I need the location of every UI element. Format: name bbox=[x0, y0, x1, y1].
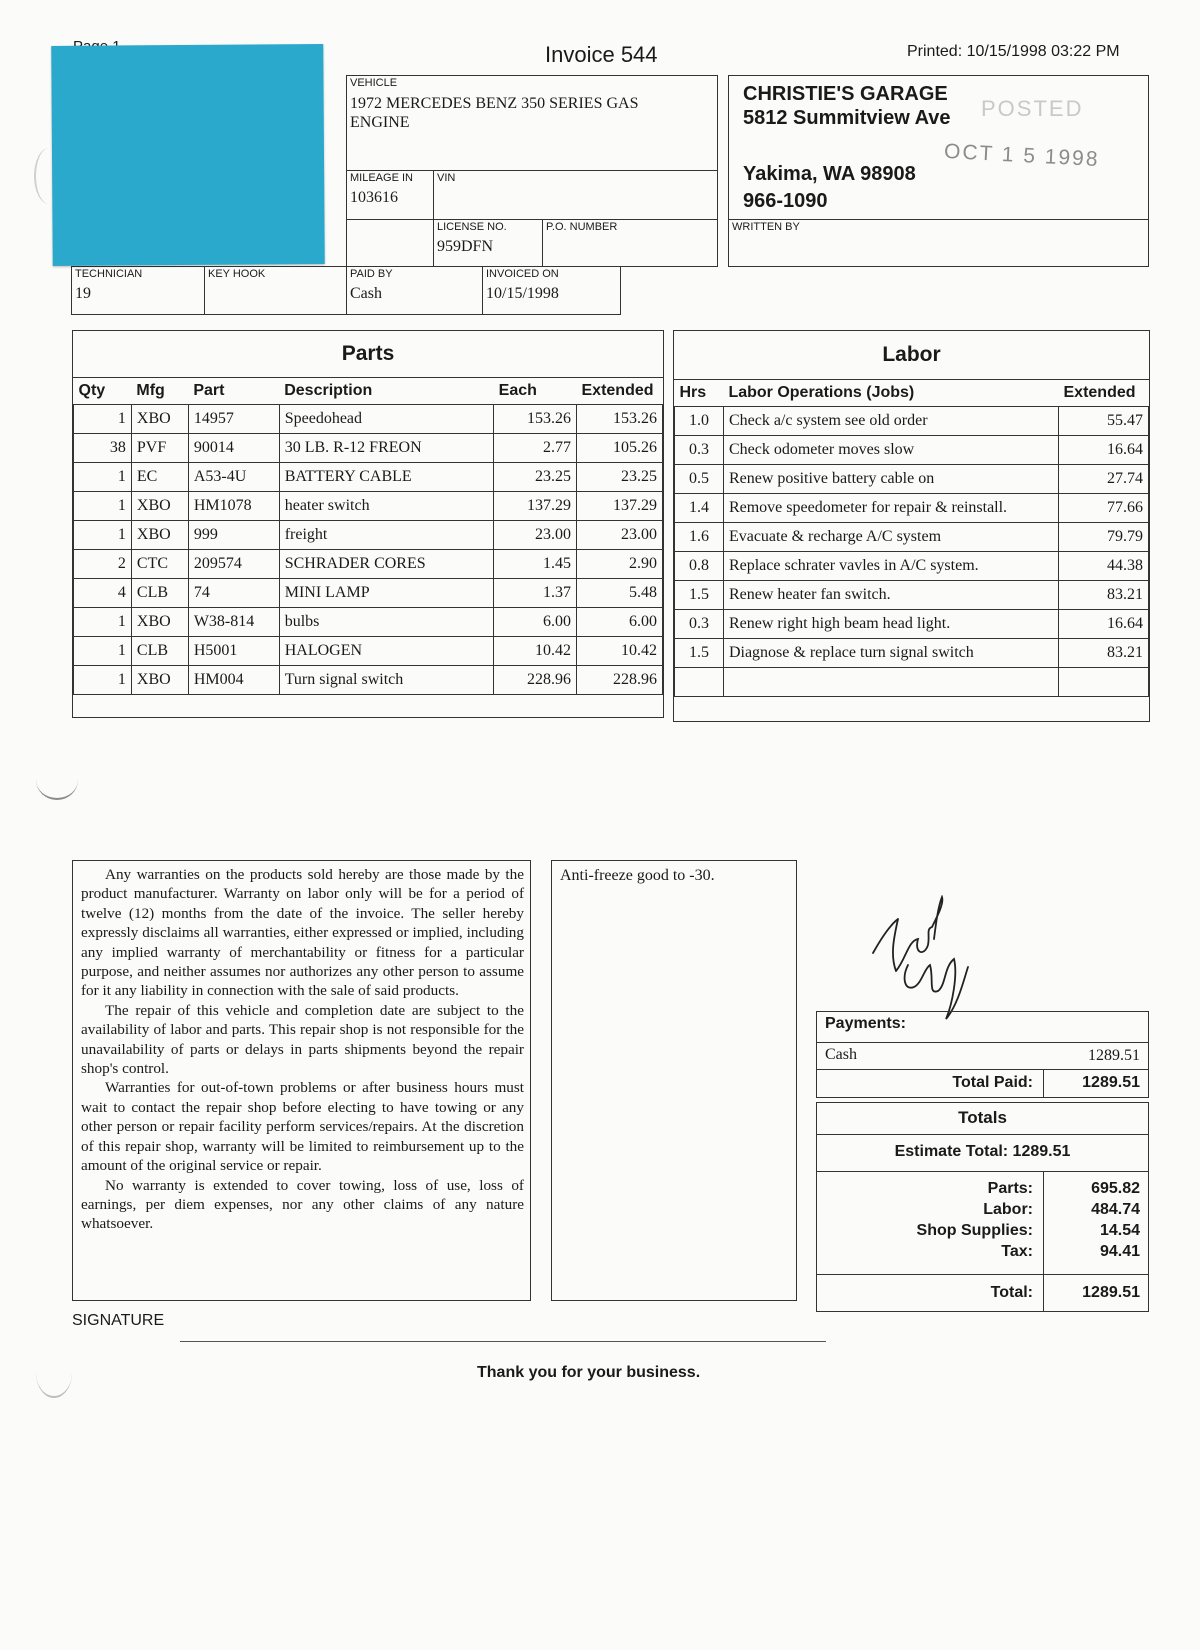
labor-row bbox=[675, 552, 1149, 581]
labor-cell-extended: 44.38 bbox=[1059, 552, 1149, 581]
warranty-paragraph-3: Warranties for out-of-town problems or after business hours must wait to contact the repair shop before electing to have towing or any other person or repair facility perform services/repairs. At the discretion of this repair shop, warranty will be limited to reimbursement up to the amount of the original service or repair. bbox=[81, 1079, 524, 1175]
parts-cell-qty: 1 bbox=[74, 608, 132, 637]
parts-cell-part: 999 bbox=[188, 521, 279, 550]
parts-cell-qty: 38 bbox=[74, 434, 132, 463]
payment-amount: 1289.51 bbox=[1088, 1047, 1140, 1064]
parts-cell-description: MINI LAMP bbox=[279, 579, 493, 608]
parts-cell-extended: 23.25 bbox=[577, 463, 663, 492]
parts-cell-description: freight bbox=[279, 521, 493, 550]
labor-cell-extended: 77.66 bbox=[1059, 494, 1149, 523]
labor-cell-extended: 16.64 bbox=[1059, 436, 1149, 465]
parts-cell-description: bulbs bbox=[279, 608, 493, 637]
total-paid-value: 1289.51 bbox=[1082, 1074, 1140, 1091]
parts-row bbox=[74, 666, 663, 695]
parts-cell-description: Turn signal switch bbox=[279, 666, 493, 695]
parts-cell-qty: 1 bbox=[74, 637, 132, 666]
parts-row bbox=[74, 579, 663, 608]
totals-box bbox=[816, 1102, 1149, 1312]
parts-row bbox=[74, 550, 663, 579]
labor-row bbox=[675, 581, 1149, 610]
supplies-label: Shop Supplies: bbox=[916, 1222, 1033, 1239]
license-box bbox=[433, 219, 543, 267]
invoice-title: Invoice 544 bbox=[545, 42, 658, 67]
parts-cell-description: BATTERY CABLE bbox=[279, 463, 493, 492]
labor-title: Labor bbox=[674, 331, 1149, 380]
labor-row bbox=[675, 639, 1149, 668]
parts-title: Parts bbox=[73, 331, 663, 378]
total-paid-label: Total Paid: bbox=[952, 1074, 1033, 1091]
labor-cell-extended bbox=[1059, 668, 1149, 697]
labor-cell-extended: 83.21 bbox=[1059, 639, 1149, 668]
parts-cell-description: 30 LB. R-12 FREON bbox=[279, 434, 493, 463]
vehicle-box bbox=[346, 75, 718, 171]
invoiced-label: INVOICED ON bbox=[486, 268, 559, 280]
parts-cell-extended: 23.00 bbox=[577, 521, 663, 550]
payments-box bbox=[816, 1011, 1149, 1098]
parts-cell-part: 209574 bbox=[188, 550, 279, 579]
parts-cell-extended: 6.00 bbox=[577, 608, 663, 637]
col-each: Each bbox=[494, 378, 577, 405]
totals-title: Totals bbox=[958, 1108, 1007, 1127]
parts-row bbox=[74, 637, 663, 666]
grand-total-value: 1289.51 bbox=[1082, 1284, 1140, 1301]
totals-divider-3 bbox=[817, 1274, 1148, 1275]
parts-cell-each: 23.25 bbox=[494, 463, 577, 492]
parts-row bbox=[74, 608, 663, 637]
parts-cell-description: Speedohead bbox=[279, 405, 493, 434]
technician-label: TECHNICIAN bbox=[75, 268, 143, 280]
labor-cell-hrs: 0.3 bbox=[675, 436, 724, 465]
parts-cell-qty: 1 bbox=[74, 492, 132, 521]
warranty-paragraph-4: No warranty is extended to cover towing, loss of use, loss of earnings, per diem expenses, nor any other claims of any nature whatsoever. bbox=[81, 1176, 524, 1233]
paidby-label: PAID BY bbox=[350, 268, 393, 280]
col-labor-extended: Extended bbox=[1059, 380, 1149, 407]
shop-box bbox=[728, 75, 1149, 220]
parts-cell-extended: 137.29 bbox=[577, 492, 663, 521]
labor-cell-hrs: 0.8 bbox=[675, 552, 724, 581]
parts-cell-mfg: CLB bbox=[131, 637, 188, 666]
labor-cell-operation: Check odometer moves slow bbox=[723, 436, 1058, 465]
parts-cell-mfg: XBO bbox=[131, 521, 188, 550]
labor-cell-extended: 55.47 bbox=[1059, 407, 1149, 436]
parts-cell-each: 137.29 bbox=[494, 492, 577, 521]
parts-cell-extended: 153.26 bbox=[577, 405, 663, 434]
tax-value: 94.41 bbox=[1099, 1243, 1140, 1260]
labor-cell-operation: Replace schrater vavles in A/C system. bbox=[723, 552, 1058, 581]
labor-panel bbox=[673, 330, 1150, 722]
labor-cell-hrs: 1.0 bbox=[675, 407, 724, 436]
labor-cell-operation: Evacuate & recharge A/C system bbox=[723, 523, 1058, 552]
parts-cell-part: H5001 bbox=[188, 637, 279, 666]
parts-row bbox=[74, 463, 663, 492]
parts-cell-each: 1.45 bbox=[494, 550, 577, 579]
parts-cell-mfg: EC bbox=[131, 463, 188, 492]
parts-cell-mfg: XBO bbox=[131, 608, 188, 637]
parts-cell-extended: 228.96 bbox=[577, 666, 663, 695]
total-paid-col-line bbox=[1043, 1069, 1044, 1097]
parts-table bbox=[73, 378, 663, 695]
po-box bbox=[542, 219, 718, 267]
parts-cell-each: 228.96 bbox=[494, 666, 577, 695]
labor-cell-extended: 83.21 bbox=[1059, 581, 1149, 610]
col-mfg: Mfg bbox=[131, 378, 188, 405]
parts-cell-mfg: XBO bbox=[131, 405, 188, 434]
notes-box bbox=[551, 860, 797, 1301]
parts-cell-each: 10.42 bbox=[494, 637, 577, 666]
payments-divider bbox=[817, 1042, 1148, 1043]
vin-box bbox=[433, 170, 718, 220]
payments-title: Payments: bbox=[825, 1015, 906, 1032]
parts-cell-each: 23.00 bbox=[494, 521, 577, 550]
mileage-label: MILEAGE IN bbox=[350, 172, 413, 184]
paidby-box bbox=[346, 266, 483, 315]
license-value: 959DFN bbox=[437, 238, 494, 255]
warranty-box bbox=[72, 860, 531, 1301]
parts-cell-qty: 1 bbox=[74, 405, 132, 434]
labor-cell-extended: 79.79 bbox=[1059, 523, 1149, 552]
labor-cell-hrs: 1.4 bbox=[675, 494, 724, 523]
labor-cell-hrs: 0.3 bbox=[675, 610, 724, 639]
parts-cell-description: HALOGEN bbox=[279, 637, 493, 666]
parts-panel bbox=[72, 330, 664, 718]
parts-cell-mfg: XBO bbox=[131, 666, 188, 695]
parts-cell-each: 2.77 bbox=[494, 434, 577, 463]
labor-cell-operation: Diagnose & replace turn signal switch bbox=[723, 639, 1058, 668]
tax-label: Tax: bbox=[1001, 1243, 1033, 1260]
parts-row bbox=[74, 492, 663, 521]
printed-date: Printed: 10/15/1998 03:22 PM bbox=[907, 43, 1120, 60]
parts-cell-mfg: CTC bbox=[131, 550, 188, 579]
labor-row bbox=[675, 668, 1149, 697]
punch-hole-1 bbox=[34, 148, 64, 204]
totals-divider-1 bbox=[817, 1134, 1148, 1135]
date-stamp: OCT 1 5 1998 bbox=[943, 139, 1101, 172]
parts-cell-description: heater switch bbox=[279, 492, 493, 521]
labor-cell-operation: Check a/c system see old order bbox=[723, 407, 1058, 436]
po-label: P.O. NUMBER bbox=[546, 221, 618, 233]
parts-total-label: Parts: bbox=[987, 1180, 1033, 1197]
labor-cell-operation: Renew right high beam head light. bbox=[723, 610, 1058, 639]
parts-total-value: 695.82 bbox=[1091, 1180, 1140, 1197]
parts-cell-qty: 1 bbox=[74, 521, 132, 550]
parts-cell-part: 74 bbox=[188, 579, 279, 608]
shop-name: CHRISTIE'S GARAGE bbox=[743, 83, 948, 105]
parts-cell-mfg: XBO bbox=[131, 492, 188, 521]
col-description: Description bbox=[279, 378, 493, 405]
parts-cell-qty: 1 bbox=[74, 666, 132, 695]
blank-box bbox=[346, 219, 434, 267]
posted-stamp: POSTED bbox=[981, 96, 1084, 121]
parts-row bbox=[74, 434, 663, 463]
punch-hole-2 bbox=[36, 760, 78, 800]
grand-total-label: Total: bbox=[990, 1284, 1033, 1301]
col-extended: Extended bbox=[577, 378, 663, 405]
punch-hole-3 bbox=[36, 1348, 72, 1398]
labor-row bbox=[675, 465, 1149, 494]
labor-total-value: 484.74 bbox=[1091, 1201, 1140, 1218]
parts-cell-each: 153.26 bbox=[494, 405, 577, 434]
payment-method: Cash bbox=[825, 1046, 857, 1063]
totals-col-line bbox=[1043, 1171, 1044, 1311]
parts-cell-part: 90014 bbox=[188, 434, 279, 463]
shop-street: 5812 Summitview Ave bbox=[743, 107, 951, 129]
labor-cell-hrs: 1.5 bbox=[675, 581, 724, 610]
paidby-value: Cash bbox=[350, 285, 382, 302]
parts-cell-qty: 4 bbox=[74, 579, 132, 608]
invoiced-box bbox=[482, 266, 621, 315]
col-hrs: Hrs bbox=[675, 380, 724, 407]
mileage-value: 103616 bbox=[350, 189, 398, 206]
labor-header-row bbox=[675, 380, 1149, 407]
parts-row bbox=[74, 405, 663, 434]
col-part: Part bbox=[188, 378, 279, 405]
technician-value: 19 bbox=[75, 285, 91, 302]
parts-cell-part: 14957 bbox=[188, 405, 279, 434]
labor-total-label: Labor: bbox=[983, 1201, 1033, 1218]
parts-cell-extended: 10.42 bbox=[577, 637, 663, 666]
total-paid-divider bbox=[817, 1069, 1148, 1070]
labor-cell-hrs bbox=[675, 668, 724, 697]
keyhook-box bbox=[204, 266, 347, 315]
labor-cell-operation: Remove speedometer for repair & reinstall. bbox=[723, 494, 1058, 523]
labor-cell-operation: Renew positive battery cable on bbox=[723, 465, 1058, 494]
parts-cell-extended: 105.26 bbox=[577, 434, 663, 463]
warranty-paragraph-1: Any warranties on the products sold hereby are those made by the product manufacturer. Warranty on labor only will be for a period of twelve (12) months from the date of the invoice. The seller hereby expressly disclaims all warranties, either expressed or implied, including any implied warranty of merchantability or fitness for a particular purpose, and neither assumes nor authorizes any other person to assume for it any liability in connection with the sale of said products. bbox=[81, 866, 524, 1000]
parts-cell-each: 6.00 bbox=[494, 608, 577, 637]
shop-city: Yakima, WA 98908 bbox=[743, 163, 916, 185]
labor-row bbox=[675, 436, 1149, 465]
parts-cell-qty: 2 bbox=[74, 550, 132, 579]
vehicle-label: VEHICLE bbox=[350, 77, 398, 89]
signature-line bbox=[180, 1341, 826, 1342]
parts-cell-mfg: CLB bbox=[131, 579, 188, 608]
vin-label: VIN bbox=[437, 172, 456, 184]
shop-phone: 966-1090 bbox=[743, 190, 828, 212]
parts-cell-part: HM1078 bbox=[188, 492, 279, 521]
technician-box bbox=[71, 266, 205, 315]
warranty-paragraph-2: The repair of this vehicle and completion date are subject to the availability of labor and parts. This repair shop is not responsible for the unavailability of parts or delays in parts shipments beyond the repair shop's control. bbox=[81, 1001, 524, 1078]
labor-table bbox=[674, 380, 1149, 697]
labor-row bbox=[675, 610, 1149, 639]
vehicle-value: 1972 MERCEDES BENZ 350 SERIES GAS ENGINE bbox=[350, 95, 639, 131]
parts-cell-each: 1.37 bbox=[494, 579, 577, 608]
col-operations: Labor Operations (Jobs) bbox=[723, 380, 1058, 407]
parts-cell-extended: 2.90 bbox=[577, 550, 663, 579]
parts-cell-extended: 5.48 bbox=[577, 579, 663, 608]
parts-cell-description: SCHRADER CORES bbox=[279, 550, 493, 579]
labor-row bbox=[675, 407, 1149, 436]
invoiced-value: 10/15/1998 bbox=[486, 285, 559, 302]
labor-cell-operation bbox=[723, 668, 1058, 697]
parts-cell-part: A53-4U bbox=[188, 463, 279, 492]
parts-cell-mfg: PVF bbox=[131, 434, 188, 463]
estimate-total: Estimate Total: 1289.51 bbox=[894, 1143, 1071, 1160]
signature-label: SIGNATURE bbox=[72, 1312, 165, 1329]
keyhook-label: KEY HOOK bbox=[208, 268, 266, 280]
parts-cell-part: W38-814 bbox=[188, 608, 279, 637]
notes-text: Anti-freeze good to -30. bbox=[560, 867, 715, 884]
parts-cell-part: HM004 bbox=[188, 666, 279, 695]
totals-divider-2 bbox=[817, 1171, 1148, 1172]
license-label: LICENSE NO. bbox=[437, 221, 507, 233]
col-qty: Qty bbox=[74, 378, 132, 405]
written-by-label: WRITTEN BY bbox=[732, 221, 800, 233]
labor-cell-extended: 16.64 bbox=[1059, 610, 1149, 639]
labor-cell-hrs: 0.5 bbox=[675, 465, 724, 494]
parts-header-row bbox=[74, 378, 663, 405]
parts-cell-qty: 1 bbox=[74, 463, 132, 492]
labor-cell-hrs: 1.5 bbox=[675, 639, 724, 668]
labor-row bbox=[675, 494, 1149, 523]
labor-cell-operation: Renew heater fan switch. bbox=[723, 581, 1058, 610]
parts-row bbox=[74, 521, 663, 550]
handwritten-initials bbox=[868, 895, 1008, 1030]
written-by-box bbox=[728, 219, 1149, 267]
labor-row bbox=[675, 523, 1149, 552]
labor-cell-extended: 27.74 bbox=[1059, 465, 1149, 494]
supplies-value: 14.54 bbox=[1099, 1222, 1140, 1239]
labor-cell-hrs: 1.6 bbox=[675, 523, 724, 552]
sticky-note bbox=[51, 44, 325, 266]
thank-you: Thank you for your business. bbox=[477, 1364, 701, 1381]
mileage-box bbox=[346, 170, 434, 220]
